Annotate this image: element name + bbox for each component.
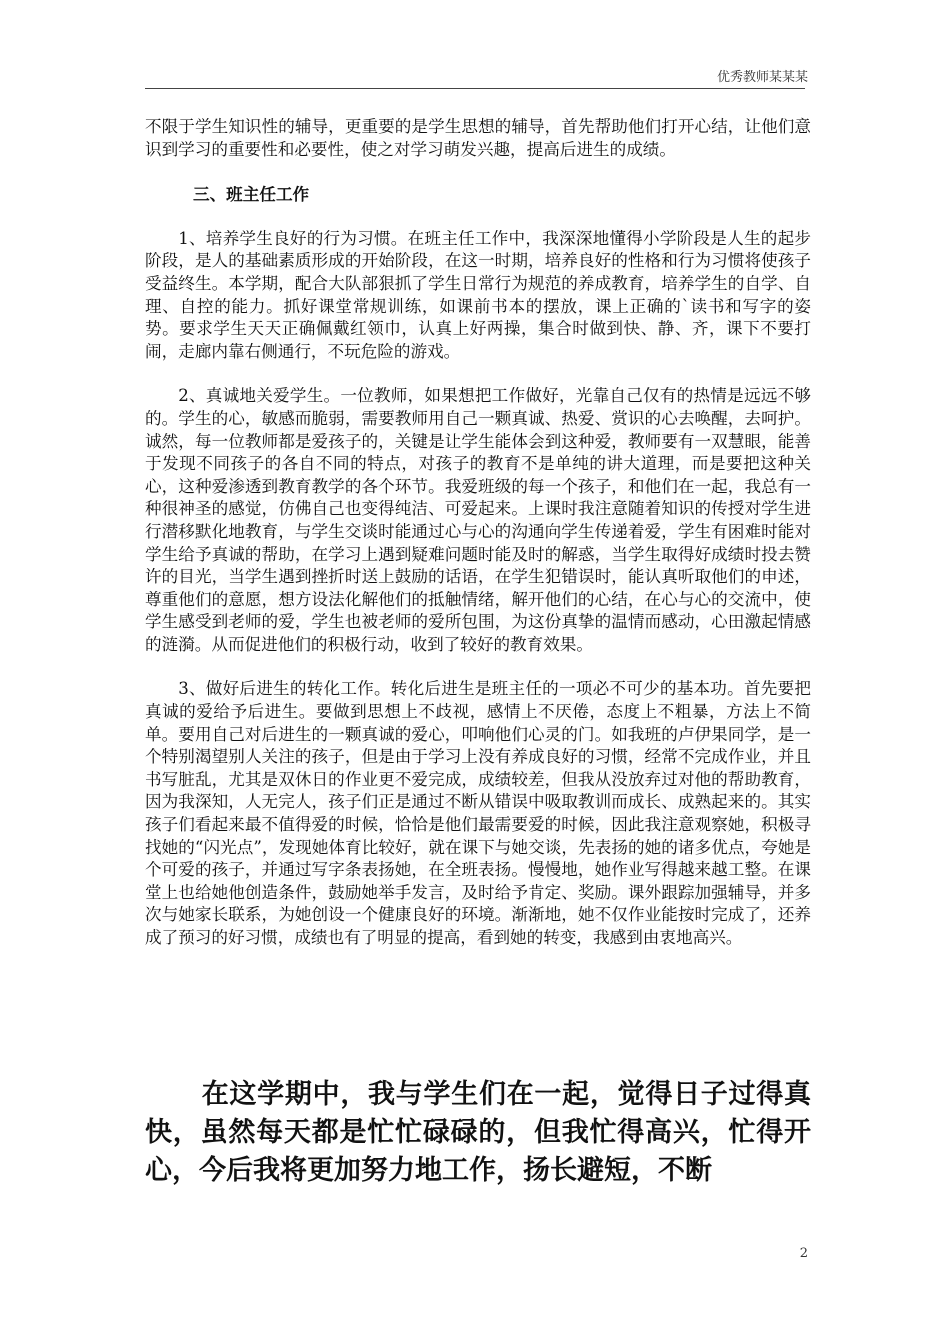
closing-paragraph: 在这学期中，我与学生们在一起，觉得日子过得真快，虽然每天都是忙忙碌碌的，但我忙得高兴，忙得开心，今后我将更加努力地工作，扬长避短，不断 (145, 1079, 811, 1186)
paragraph-care: 2、真诚地关爱学生。一位教师，如果想把工作做好，光靠自己仅有的热情是远远不够的。学生的心，敏感而脆弱，需要教师用自己一颗真诚、热爱、赏识的心去唤醒，去呵护。诚然，每一位教师都是爱孩子的，关键是让学生能体会到这种爱，教师要有一双慧眼，能善于发现不同孩子的各自不同的特点，对孩子的教育不是单纯的讲大道理，而是要把这种关心，这种爱渗透到教育教学的各个环节。我爱班级的每一个孩子，和他们在一起，我总有一种很神圣的感觉，仿佛自己也变得纯洁、可爱起来。上课时我注意随着知识的传授对学生进行潜移默化地教育，与学生交谈时能通过心与心的沟通向学生传递着爱，学生有困难时能对学生给予真诚的帮助，在学习上遇到疑难问题时能及时的解惑，当学生取得好成绩时投去赞许的目光，当学生遇到挫折时送上鼓励的话语，在学生犯错误时，能认真听取他们的申述，尊重他们的意愿，想方设法化解他们的抵触情绪，解开他们的心结，在心与心的交流中，使学生感受到老师的爱，学生也被老师的爱所包围，为这份真挚的温情而感动，心田激起情感的涟漪。从而促进他们的积极行动，收到了较好的教育效果。 (145, 386, 811, 654)
paragraph-continued: 不限于学生知识性的辅导，更重要的是学生思想的辅导，首先帮助他们打开心结，让他们意识到学习的重要性和必要性，使之对学习萌发兴趣，提高后进生的成绩。 (145, 117, 811, 159)
page-header: 优秀教师某某某 (716, 70, 808, 85)
header-rule (145, 88, 805, 89)
paragraph-transformation: 3、做好后进生的转化工作。转化后进生是班主任的一项必不可少的基本功。首先要把真诚的爱给予后进生。要做到思想上不歧视，感情上不厌倦，态度上不粗暴，方法上不简单。要用自己对后进生的一颗真诚的爱心，叩响他们心灵的门。如我班的卢伊果同学，是一个特别渴望别人关注的孩子，但是由于学习上没有养成良好的习惯，经常不完成作业，并且书写脏乱，尤其是双休日的作业更不爱完成，成绩较差，但我从没放弃过对他的帮助教育，因为我深知，人无完人，孩子们正是通过不断从错误中吸取教训而成长、成熟起来的。其实孩子们看起来最不值得爱的时候，恰恰是他们最需要爱的时候，因此我注意观察她，积极寻找她的“闪光点”，发现她体育比较好，就在课下与她交谈，先表扬的她的诸多优点，夸她是个可爱的孩子，并通过写字条表扬她，在全班表扬。慢慢地，她作业写得越来越工整。在课堂上也给她他创造条件，鼓励她举手发言，及时给予肯定、奖励。课外跟踪加强辅导，并多次与她家长联系，为她创设一个健康良好的环境。渐渐地，她不仅作业能按时完成了，还养成了预习的好习惯，成绩也有了明显的提高，看到她的转变，我感到由衷地高兴。 (145, 679, 811, 947)
page-number: 2 (799, 1246, 808, 1261)
paragraph-habits: 1、培养学生良好的行为习惯。在班主任工作中，我深深地懂得小学阶段是人生的起步阶段，是人的基础素质形成的开始阶段，在这一时期，培养良好的性格和行为习惯将使孩子受益终生。本学期，配合大队部狠抓了学生日常行为规范的养成教育，培养学生的自学、自理、自控的能力。抓好课堂常规训练，如课前书本的摆放，课上正确的`读书和写字的姿势。要求学生天天正确佩戴红领巾，认真上好两操，集合时做到快、静、齐，课下不要打闹，走廊内靠右侧通行，不玩危险的游戏。 (145, 228, 811, 361)
section-heading: 三、班主任工作 (193, 184, 310, 205)
document-body (145, 116, 811, 950)
